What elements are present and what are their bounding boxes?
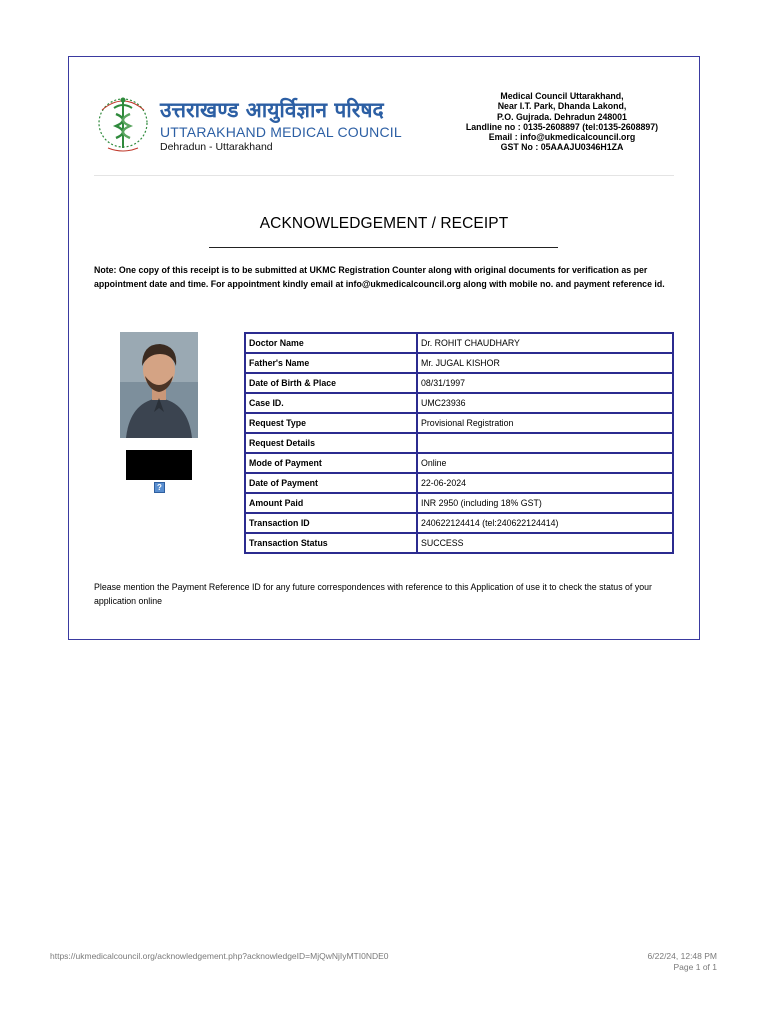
table-row xyxy=(245,473,673,493)
address-line: Near I.T. Park, Dhanda Lakond, xyxy=(497,101,627,112)
detail-label: Request Details xyxy=(245,433,417,453)
detail-value: 08/31/1997 xyxy=(417,373,673,393)
detail-label: Doctor Name xyxy=(245,333,417,353)
detail-label: Father's Name xyxy=(245,353,417,373)
medical-caduceus-icon xyxy=(94,90,152,156)
table-row xyxy=(245,333,673,353)
table-row xyxy=(245,353,673,373)
address-line: P.O. Gujrada. Dehradun 248001 xyxy=(497,111,627,122)
detail-label: Date of Birth & Place xyxy=(245,373,417,393)
detail-value: SUCCESS xyxy=(417,533,673,553)
table-row xyxy=(245,413,673,433)
detail-label: Mode of Payment xyxy=(245,453,417,473)
table-row xyxy=(245,393,673,413)
page-title: ACKNOWLEDGEMENT / RECEIPT xyxy=(259,215,509,232)
address-email[interactable]: Email : info@ukmedicalcouncil.org xyxy=(488,132,636,143)
detail-value xyxy=(417,433,673,453)
reference-id-note: Please mention the Payment Reference ID for any future correspondences with reference to this Application of use it to check the status of your application online xyxy=(94,582,652,606)
detail-value: 22-06-2024 xyxy=(417,473,673,493)
print-url[interactable]: https://ukmedicalcouncil.org/acknowledgement.php?acknowledgeID=MjQwNjIyMTI0NDE0 xyxy=(50,951,389,961)
print-datetime: 6/22/24, 12:48 PM xyxy=(647,951,717,961)
detail-label: Request Type xyxy=(245,413,417,433)
submission-note: Note: One copy of this receipt is to be submitted at UKMC Registration Counter along with original documents for verification as per appointment date and time. For appointment kindly email at info@ukmedicalcouncil.org along with mobile no. and payment reference id. xyxy=(94,265,665,289)
address-line: Medical Council Uttarakhand, xyxy=(500,91,624,101)
missing-image-icon: ? xyxy=(154,482,165,493)
council-address xyxy=(450,91,674,153)
detail-value: UMC23936 xyxy=(417,393,673,413)
address-gst: GST No : 05AAAJU0346H1ZA xyxy=(500,142,624,153)
detail-label: Amount Paid xyxy=(245,493,417,513)
detail-value: INR 2950 (including 18% GST) xyxy=(417,493,673,513)
applicant-photo xyxy=(120,332,198,438)
person-photo-icon xyxy=(120,332,198,438)
detail-label: Transaction Status xyxy=(245,533,417,553)
title-underline xyxy=(209,247,558,248)
detail-label: Case ID. xyxy=(245,393,417,413)
table-row xyxy=(245,493,673,513)
print-meta xyxy=(648,951,717,973)
table-row xyxy=(245,433,673,453)
address-phone[interactable]: Landline no : 0135-2608897 (tel:0135-2608897) xyxy=(465,121,659,132)
header-divider xyxy=(94,175,674,176)
council-logo xyxy=(94,90,402,156)
detail-value: Online xyxy=(417,453,673,473)
redacted-signature xyxy=(126,450,192,480)
council-location: Dehradun - Uttarakhand xyxy=(160,141,273,153)
table-row xyxy=(245,453,673,473)
detail-value: Mr. JUGAL KISHOR xyxy=(417,353,673,373)
council-name-hindi: उत्तराखण्ड आयुर्विज्ञान परिषद xyxy=(160,98,384,122)
table-row xyxy=(245,513,673,533)
table-row xyxy=(245,373,673,393)
detail-value[interactable]: 240622124414 (tel:240622124414) xyxy=(417,513,673,533)
detail-label: Transaction ID xyxy=(245,513,417,533)
detail-value: Provisional Registration xyxy=(417,413,673,433)
council-name-english: UTTARAKHAND MEDICAL COUNCIL xyxy=(160,124,402,140)
applicant-details-table xyxy=(244,332,674,554)
print-page-number: Page 1 of 1 xyxy=(673,962,717,972)
detail-value: Dr. ROHIT CHAUDHARY xyxy=(417,333,673,353)
detail-label: Date of Payment xyxy=(245,473,417,493)
table-row xyxy=(245,533,673,553)
